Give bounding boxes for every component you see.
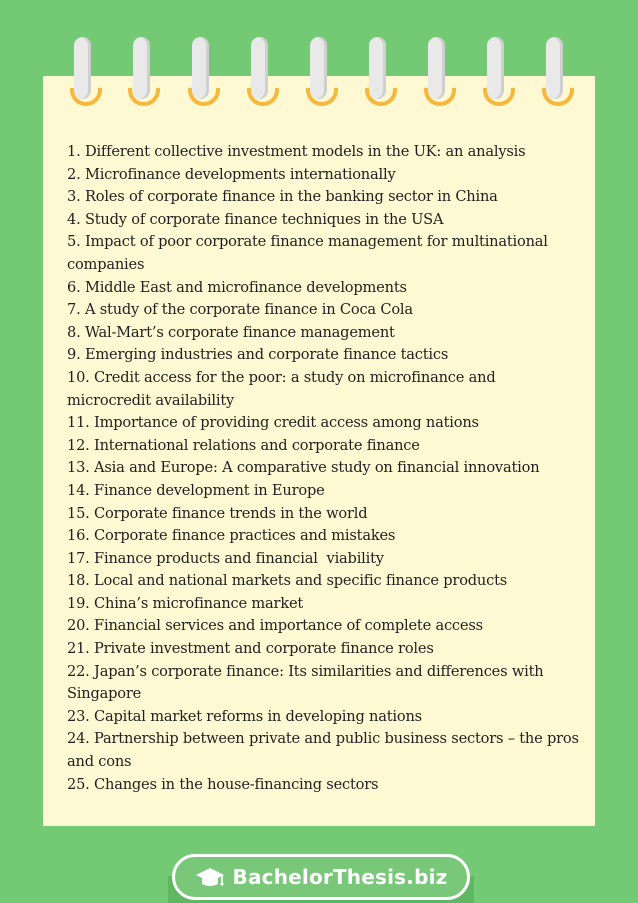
list-item: 1. Different collective investment models in the UK: an analysis: [67, 143, 526, 160]
list-item: 3. Roles of corporate finance in the banking sector in China: [67, 188, 498, 206]
list-item: 6. Middle East and microfinance developments: [67, 278, 407, 296]
list-item: 5. Impact of poor corporate finance management for multinational companies: [67, 233, 548, 273]
list-item: 11. Importance of providing credit access among nations: [67, 414, 479, 432]
list-item: 21. Private investment and corporate finance roles: [67, 640, 434, 658]
list-item: 18. Local and national markets and specific finance products: [67, 572, 508, 590]
list-item: 14. Finance development in Europe: [67, 481, 325, 499]
binder-clip: [487, 37, 504, 99]
list-item: 2. Microfinance developments internationally: [67, 165, 396, 183]
list-item: 22. Japan’s corporate finance: Its similarities and differences with Singapore: [67, 662, 544, 703]
brand-badge[interactable]: [172, 854, 470, 900]
list-item: 23. Capital market reforms in developing nations: [67, 707, 422, 725]
list-item: 20. Financial services and importance of complete access: [67, 617, 483, 635]
list-item: 9. Emerging industries and corporate finance tactics: [67, 346, 449, 364]
binder-clip: [133, 37, 150, 99]
binder-clip: [310, 37, 327, 99]
binder-clip: [251, 37, 268, 99]
list-item: 8. Wal-Mart’s corporate finance management: [67, 323, 395, 341]
list-item: 7. A study of the corporate finance in Coca Cola: [67, 301, 413, 319]
binder-clip: [369, 37, 386, 99]
binder-clip: [428, 37, 445, 99]
binder-clip: [546, 37, 563, 99]
list-item: 15. Corporate finance trends in the world: [67, 504, 368, 522]
binder-clip: [74, 37, 91, 99]
list-item: 4. Study of corporate finance techniques in the USA: [67, 210, 444, 228]
brand-name: BachelorThesis.biz: [232, 865, 448, 889]
list-item: 24. Partnership between private and public business sectors – the pros and cons: [67, 730, 579, 771]
list-item: 13. Asia and Europe: A comparative study on financial innovation: [67, 459, 540, 477]
binder-clip: [192, 37, 209, 99]
list-item: 10. Credit access for the poor: a study on microfinance and microcredit availability: [67, 368, 496, 409]
list-item: 25. Changes in the house-financing sectors: [67, 775, 379, 793]
list-item: 12. International relations and corporate finance: [67, 436, 420, 454]
graduation-cap-icon: [195, 865, 225, 889]
list-item: 19. China’s microfinance market: [67, 594, 304, 612]
list-item: 17. Finance products and financial viability: [67, 549, 384, 567]
list-item: 16. Corporate finance practices and mistakes: [67, 527, 396, 545]
topic-list: [67, 141, 597, 796]
